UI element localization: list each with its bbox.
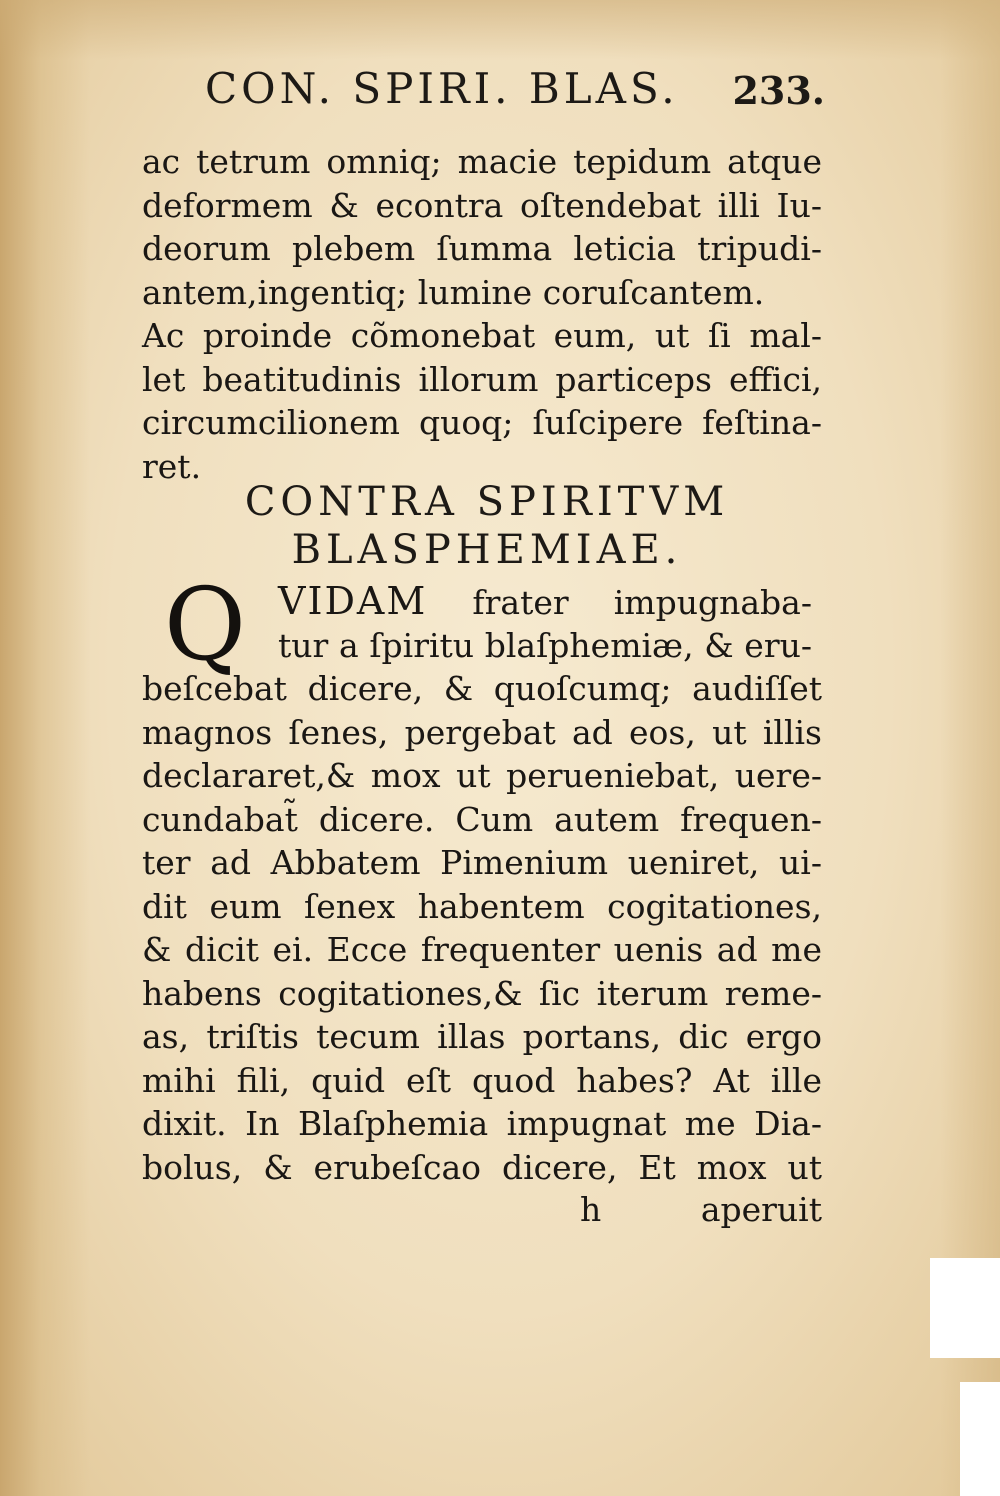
heading-line-1: CONTRA SPIRITVM <box>244 479 730 525</box>
page-edge-stain-top <box>0 0 1000 60</box>
torn-corner-upper <box>930 1258 1000 1358</box>
text-line: magnos ſenes, pergebat ad eos, ut illis <box>142 712 822 752</box>
torn-corner-lower <box>960 1382 1000 1496</box>
heading-line-2: BLASPHEMIAE. <box>291 527 683 573</box>
text-fragment: frater impugnaba- <box>472 583 812 622</box>
text-line: Ac proinde cõmonebat eum, ut ſi mal- <box>142 316 822 355</box>
paragraph-opening <box>278 580 812 667</box>
text-line <box>278 580 812 624</box>
text-line: as, triſtis tecum illas portans, dic ergo <box>142 1017 822 1056</box>
page-number: 233. <box>732 68 825 113</box>
catchword: aperuit <box>700 1190 822 1229</box>
small-caps-word: VIDAM <box>278 579 428 623</box>
signature-mark: h <box>580 1190 602 1229</box>
text-line: declararet,& mox ut perueniebat, uere- <box>142 756 822 795</box>
page-edge-stain-left <box>0 0 90 1496</box>
text-line: let beatitudinis illorum particeps effici, <box>142 359 822 399</box>
section-heading <box>142 478 832 574</box>
text-line: bolus, & erubeſcao dicere, Et mox ut <box>142 1147 822 1187</box>
text-line: ret. <box>142 446 202 486</box>
text-line: habens cogitationes,& ſic iterum reme- <box>142 973 822 1013</box>
text-line: antem,ingentiq; lumine coruſcantem. <box>142 272 765 312</box>
running-header <box>205 64 825 124</box>
text-line: tur a ſpiritu blaſphemiæ, & eru- <box>278 625 812 665</box>
text-line: circumcilionem quoq; ſuſcipere feſtina- <box>142 403 822 442</box>
text-line: ac tetrum omniq; macie tepidum atque <box>142 142 822 181</box>
drop-capital: Q <box>164 566 246 683</box>
text-line: deorum plebem ſumma leticia tripudi- <box>142 229 822 268</box>
text-line: cundabat̃ dicere. Cum autem frequen- <box>142 799 822 839</box>
text-line: beſcebat dicere, & quoſcumq; audiſſet <box>142 669 822 708</box>
footer-line <box>142 1190 822 1234</box>
text-line: dixit. In Blaſphemia impugnat me Dia- <box>142 1104 822 1143</box>
text-line: dit eum ſenex habentem cogitationes, <box>142 886 822 926</box>
paragraph-body <box>142 667 822 1189</box>
text-line: & dicit ei. Ecce frequenter uenis ad me <box>142 930 822 969</box>
text-line: mihi fili, quid eſt quod habes? At ille <box>142 1060 822 1100</box>
paragraph-continued <box>142 140 822 488</box>
text-line: ter ad Abbatem Pimenium ueniret, ui- <box>142 843 822 882</box>
running-title: CON. SPIRI. BLAS. <box>205 64 679 113</box>
text-line: deformem & econtra oſtendebat illi Iu- <box>142 185 822 225</box>
